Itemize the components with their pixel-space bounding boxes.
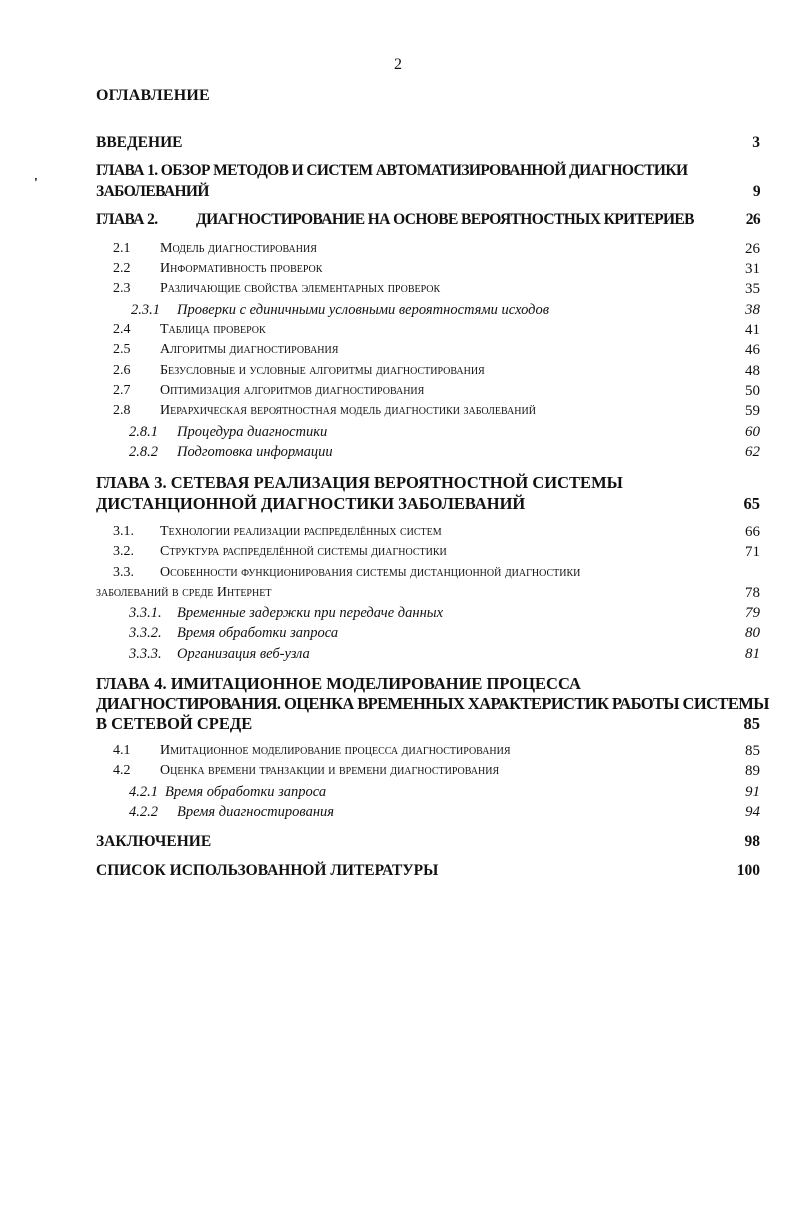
toc-entry-title-line-3: В СЕТЕВОЙ СРЕДЕ [96, 714, 253, 733]
toc-entry-code: 3.3. [113, 565, 134, 580]
toc-entry-page: 48 [745, 363, 760, 379]
toc-entry-title-line-2: ЗАБОЛЕВАНИЙ [96, 183, 209, 200]
toc-entry-chapter-3-cont[interactable] [0, 494, 796, 516]
toc-entry-code: 2.5 [113, 342, 131, 357]
toc-entry-page: 59 [745, 403, 760, 419]
toc-entry-2-3-1[interactable] [0, 302, 796, 324]
toc-entry-code: 2.8.2 [129, 444, 158, 460]
toc-entry-chapter-4[interactable] [0, 674, 796, 696]
toc-entry-code: 4.1 [113, 743, 131, 758]
toc-entry-title: Технологии реализации распределённых систем [160, 524, 442, 539]
toc-entry-code: 3.3.3. [129, 646, 162, 662]
toc-entry-page: 94 [745, 804, 760, 820]
toc-entry-title: Время диагностирования [177, 804, 335, 820]
toc-entry-title-line-2: заболеваний в среде Интернет [96, 585, 272, 600]
toc-entry-page: 89 [745, 763, 760, 779]
toc-entry-2-1[interactable] [0, 241, 796, 263]
toc-entry-page: 85 [743, 714, 760, 733]
toc-entry-page: 38 [745, 302, 760, 318]
toc-heading: ОГЛАВЛЕНИЕ [96, 87, 210, 104]
toc-entry-title: Структура распределённой системы диагностики [160, 544, 447, 559]
toc-entry-chapter-1[interactable] [0, 162, 796, 184]
toc-entry-3-3-2[interactable] [0, 625, 796, 647]
toc-entry-page: 79 [745, 605, 760, 621]
toc-entry-3-3-cont[interactable] [0, 585, 796, 607]
toc-entry-4-1[interactable] [0, 743, 796, 765]
toc-entry-title: Таблица проверок [160, 322, 266, 337]
toc-entry-page: 26 [745, 211, 760, 228]
toc-entry-code: 2.3 [113, 281, 131, 296]
toc-entry-2-4[interactable] [0, 322, 796, 344]
toc-entry-code: 3.1. [113, 524, 134, 539]
toc-entry-3-2[interactable] [0, 544, 796, 566]
toc-entry-page: 35 [745, 281, 760, 297]
toc-entry-conclusion[interactable] [0, 833, 796, 855]
toc-entry-code: 4.2 [113, 763, 131, 778]
toc-entry-page: 62 [745, 444, 760, 460]
page-number: 2 [394, 56, 402, 73]
toc-entry-chapter-4-cont-2[interactable] [0, 714, 796, 736]
toc-entry-code: 3.2. [113, 544, 134, 559]
toc-entry-title: СПИСОК ИСПОЛЬЗОВАННОЙ ЛИТЕРАТУРЫ [96, 862, 439, 879]
toc-entry-title: ЗАКЛЮЧЕНИЕ [96, 833, 212, 850]
toc-entry-page: 3 [752, 134, 760, 151]
toc-entry-code: 3.3.1. [129, 605, 162, 621]
toc-entry-page: 71 [745, 544, 760, 560]
toc-entry-code: 2.6 [113, 363, 131, 378]
toc-entry-chapter-1-cont[interactable] [0, 183, 796, 205]
toc-entry-page: 31 [745, 261, 760, 277]
toc-entry-title: Оценка времени транзакции и времени диагностирования [160, 763, 500, 778]
toc-entry-page: 100 [736, 862, 760, 879]
toc-entry-code: 4.2.1 [129, 784, 158, 800]
toc-entry-code: 2.7 [113, 383, 131, 398]
toc-entry-2-8[interactable] [0, 403, 796, 425]
toc-entry-introduction[interactable] [0, 134, 796, 156]
toc-entry-title: Алгоритмы диагностирования [160, 342, 339, 357]
toc-entry-page: 66 [745, 524, 760, 540]
toc-entry-title: Модель диагностирования [160, 241, 317, 256]
toc-entry-code: 2.1 [113, 241, 131, 256]
toc-entry-4-2-1[interactable] [0, 784, 796, 806]
toc-entry-page: 9 [752, 183, 760, 200]
toc-entry-title: Процедура диагностики [177, 424, 328, 440]
toc-entry-chapter-2[interactable] [0, 211, 796, 233]
toc-entry-code: ГЛАВА 2. [96, 211, 158, 228]
toc-entry-page: 60 [745, 424, 760, 440]
toc-entry-title-line-2: ДИАГНОСТИРОВАНИЯ. ОЦЕНКА ВРЕМЕННЫХ ХАРАКТЕРИСТИК РАБОТЫ СИСТЕМЫ [96, 694, 769, 713]
toc-entry-page: 98 [744, 833, 760, 850]
toc-entry-title-line-2: ДИСТАНЦИОННОЙ ДИАГНОСТИКИ ЗАБОЛЕВАНИЙ [96, 494, 526, 513]
toc-entry-2-3[interactable] [0, 281, 796, 303]
toc-entry-3-3-1[interactable] [0, 605, 796, 627]
toc-entry-2-8-1[interactable] [0, 424, 796, 446]
toc-entry-page: 46 [745, 342, 760, 358]
toc-entry-code: 2.2 [113, 261, 131, 276]
toc-entry-title: Безусловные и условные алгоритмы диагностирования [160, 363, 485, 378]
toc-entry-title: ВВЕДЕНИЕ [96, 134, 183, 151]
toc-entry-code: 2.4 [113, 322, 131, 337]
toc-entry-title-line-1: Особенности функционирования системы дистанционной диагностики [160, 565, 581, 580]
toc-entry-2-8-2[interactable] [0, 444, 796, 466]
toc-entry-title: Оптимизация алгоритмов диагностирования [160, 383, 425, 398]
toc-entry-2-5[interactable] [0, 342, 796, 364]
toc-entry-chapter-4-cont[interactable] [0, 694, 796, 716]
toc-entry-title: Иерархическая вероятностная модель диагностики заболеваний [160, 403, 536, 418]
toc-entry-title: Организация веб-узла [177, 646, 310, 662]
toc-entry-2-6[interactable] [0, 363, 796, 385]
toc-entry-code: 2.8 [113, 403, 131, 418]
toc-entry-2-2[interactable] [0, 261, 796, 283]
toc-entry-3-3-3[interactable] [0, 646, 796, 668]
toc-entry-title-line-1: ГЛАВА 1. ОБЗОР МЕТОДОВ И СИСТЕМ АВТОМАТИЗИРОВАННОЙ ДИАГНОСТИКИ [96, 162, 688, 179]
toc-entry-references[interactable] [0, 862, 796, 884]
toc-entry-page: 50 [745, 383, 760, 399]
stray-mark: ' [34, 176, 38, 191]
toc-entry-title-line-1: ГЛАВА 4. ИМИТАЦИОННОЕ МОДЕЛИРОВАНИЕ ПРОЦЕССА [96, 674, 581, 693]
toc-entry-code: 4.2.2 [129, 804, 158, 820]
toc-entry-title-line-1: ГЛАВА 3. СЕТЕВАЯ РЕАЛИЗАЦИЯ ВЕРОЯТНОСТНОЙ СИСТЕМЫ [96, 473, 623, 492]
toc-entry-page: 80 [745, 625, 760, 641]
toc-entry-code: 2.8.1 [129, 424, 158, 440]
toc-entry-4-2-2[interactable] [0, 804, 796, 826]
toc-entry-page: 41 [745, 322, 760, 338]
toc-entry-code: 2.3.1 [131, 302, 160, 318]
toc-entry-4-2[interactable] [0, 763, 796, 785]
toc-entry-code: 3.3.2. [129, 625, 162, 641]
toc-entry-title: Информативность проверок [160, 261, 323, 276]
toc-entry-page: 85 [745, 743, 760, 759]
toc-entry-page: 78 [745, 585, 760, 601]
toc-entry-3-3[interactable] [0, 565, 796, 587]
toc-entry-title: ДИАГНОСТИРОВАНИЕ НА ОСНОВЕ ВЕРОЯТНОСТНЫХ КРИТЕРИЕВ [196, 211, 694, 228]
toc-entry-page: 81 [745, 646, 760, 662]
toc-entry-2-7[interactable] [0, 383, 796, 405]
toc-entry-title: Время обработки запроса [165, 784, 327, 800]
toc-entry-title: Проверки с единичными условными вероятностями исходов [177, 302, 550, 318]
toc-entry-title: Время обработки запроса [177, 625, 339, 641]
toc-entry-chapter-3[interactable] [0, 473, 796, 495]
toc-entry-page: 65 [743, 494, 760, 513]
toc-entry-title: Временные задержки при передаче данных [177, 605, 444, 621]
toc-entry-page: 26 [745, 241, 760, 257]
toc-entry-title: Различающие свойства элементарных проверок [160, 281, 441, 296]
toc-entry-3-1[interactable] [0, 524, 796, 546]
toc-entry-page: 91 [745, 784, 760, 800]
toc-entry-title: Имитационное моделирование процесса диагностирования [160, 743, 511, 758]
toc-entry-title: Подготовка информации [177, 444, 333, 460]
